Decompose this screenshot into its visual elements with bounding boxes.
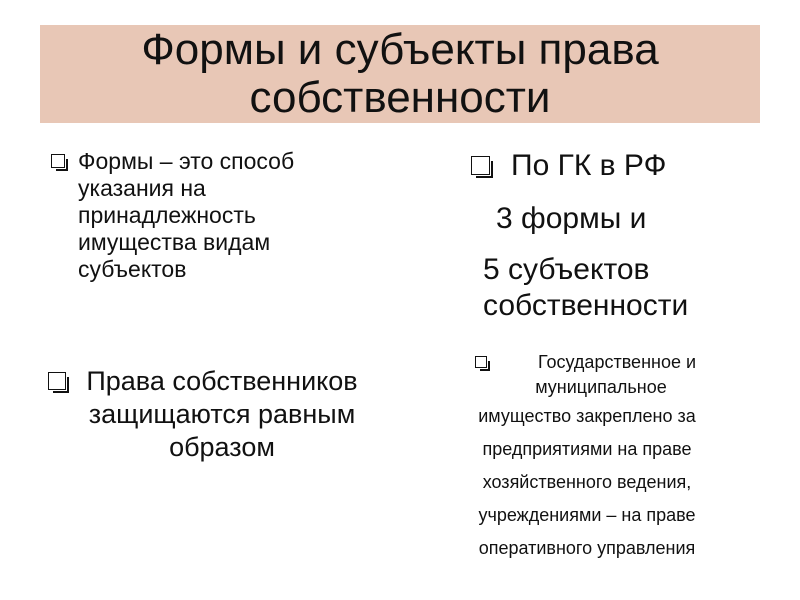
- state-property-line: хозяйственного ведения,: [482, 472, 692, 492]
- slide-title: [40, 26, 760, 122]
- forms-definition-line: Формы – это способ: [78, 148, 295, 174]
- gk-heading-text: По ГК в РФ: [511, 149, 667, 182]
- forms-definition-line: имущества видам: [78, 229, 271, 255]
- slide-title-line: Формы и субъекты права: [141, 25, 659, 74]
- owners-rights-line: Права собственников: [86, 366, 358, 396]
- forms-count-text: 3 формы и: [496, 202, 647, 235]
- state-property-line: муниципальное: [535, 377, 667, 397]
- forms-definition-line: субъектов: [78, 256, 187, 282]
- owners-rights-text: [47, 365, 397, 464]
- state-property-text: [432, 350, 742, 565]
- forms-count: [496, 201, 646, 237]
- state-property-line: оперативного управления: [478, 538, 696, 558]
- forms-definition-line: принадлежность: [78, 202, 256, 228]
- subjects-count-line: 5 субъектов: [483, 253, 650, 286]
- slide-title-line: собственности: [249, 73, 551, 122]
- owners-rights-line: образом: [169, 432, 275, 462]
- state-property-line: Государственное и: [537, 352, 697, 372]
- owners-rights-line: защищаются равным: [88, 399, 356, 429]
- state-property-line: имущество закреплено за: [478, 406, 696, 426]
- subjects-count: [483, 252, 688, 324]
- forms-definition-line: указания на: [78, 175, 206, 201]
- square-bullet-icon: [51, 154, 65, 168]
- state-property-line: учреждениями – на праве: [478, 505, 696, 525]
- subjects-count-line: собственности: [483, 289, 689, 322]
- state-property-line: предприятиями на праве: [482, 439, 692, 459]
- forms-definition: [78, 148, 294, 283]
- square-bullet-icon: [471, 156, 490, 175]
- gk-heading: [511, 148, 666, 184]
